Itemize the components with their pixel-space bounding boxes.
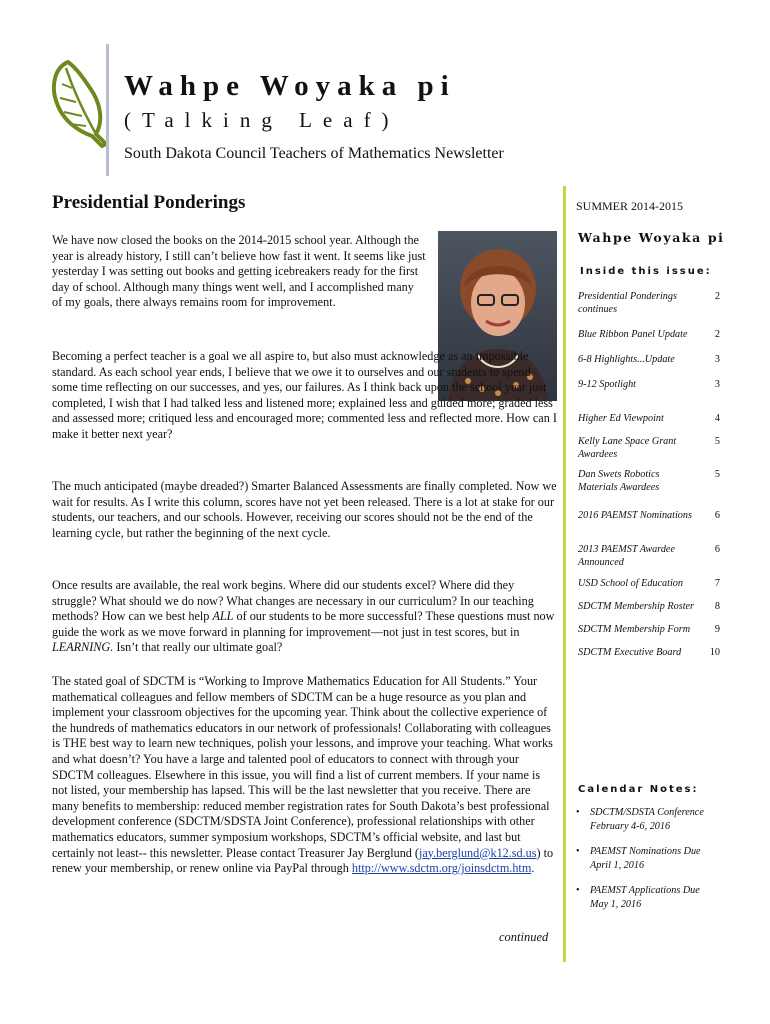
text-run: Once results are available, the real work begins. Where did our students excel? Where did they struggle? What should we do now? What changes are necessary in our curriculum? In our teaching methods? How can we best help xyxy=(52,578,534,624)
toc-item[interactable] xyxy=(578,646,720,659)
article-paragraph xyxy=(52,233,426,311)
toc-item[interactable] xyxy=(578,353,720,366)
treasurer-email-link[interactable]: jay.berglund@k12.sd.us xyxy=(419,845,537,860)
emphasis-learning: LEARNING. xyxy=(52,640,114,655)
toc-label: 9-12 Spotlight xyxy=(578,379,637,390)
toc-label: USD School of Education xyxy=(578,578,683,589)
article-paragraph xyxy=(52,674,557,877)
inside-issue-header: Inside this issue: xyxy=(580,266,712,277)
masthead-rule xyxy=(106,44,109,176)
calendar-date: February 4-6, 2016 xyxy=(590,821,671,832)
text-run: Isn’t that really our ultimate goal? xyxy=(113,640,283,655)
toc-item[interactable] xyxy=(578,290,720,316)
calendar-event: SDCTM/SDSTA Conference xyxy=(590,807,704,818)
calendar-list xyxy=(576,806,726,923)
toc-item[interactable] xyxy=(578,378,720,391)
article-headline: Presidential Ponderings xyxy=(52,192,246,213)
calendar-event: PAEMST Applications Due xyxy=(590,885,700,896)
calendar-date: April 1, 2016 xyxy=(590,860,645,871)
toc-label: Presidential Ponderings continues xyxy=(578,291,677,315)
calendar-item xyxy=(576,845,726,873)
toc-page: 2 xyxy=(714,291,720,302)
toc-item[interactable] xyxy=(578,328,720,341)
paragraph-text: Becoming a perfect teacher is a goal we all aspire to, but also must acknowledge as an impossible standard. As each school year ends, I believe that we owe it to ourselves and our students to spend some time reflecting on our successes, and yes, our failures. As I think back upon the school year just completed, I wish that I had talked less and listened more; explained less and guided more; graded less and assessed more; critiqued less and encouraged more; commented less and reflected more. How can I make it better next year? xyxy=(52,349,557,441)
toc-page: 10 xyxy=(709,647,720,658)
paragraph-text: We have now closed the books on the 2014-2015 school year. Although the year is already history, I still can’t believe how fast it went. It seems like just yesterday I was setting out books and getting icebreakers ready for the first day of school. Although many things went well, and I accomplished many of my goals, there always remains room for improvement. xyxy=(52,233,426,310)
toc-label: Blue Ribbon Panel Update xyxy=(578,329,688,340)
leaf-icon xyxy=(48,54,112,154)
calendar-notes-header: Calendar Notes: xyxy=(578,784,699,795)
issue-season: SUMMER 2014-2015 xyxy=(576,199,684,213)
paypal-join-link[interactable]: http://www.sdctm.org/joinsdctm.htm xyxy=(351,861,532,876)
toc-page: 4 xyxy=(714,413,720,424)
toc-label: SDCTM Executive Board xyxy=(578,647,682,658)
calendar-item xyxy=(576,884,726,912)
toc-page: 5 xyxy=(714,469,720,480)
text-run: The stated goal of SDCTM is “Working to Improve Mathematics Education for All Students.” Your mathematical colleagues and fellow members of SDCTM can be a huge resource as you plan and implement your classroom objectives for the upcoming year. Think about the collective experience of the hundreds of mathematics educators in our network of professionals! Collaborating with colleagues is THE best way to learn new techniques, polish your lessons, and improve your teaching. What works and what doesn’t? You have a large and talented pool of educators to connect with through your SDCTM colleagues. Elsewhere in this issue, you will find a list of current members. If your name is not listed, your membership has lapsed. This will be the last newsletter that you receive. There are many benefits to membership: reduced member registration rates for South Dakota’s best professional development conference (SDCTM/SDSTA Joint Conference), professional relationships with other mathematics educators, summer symposium workshops, SDCTM’s official website, and last but certainly not least-- this newsletter. Please contact Treasurer Jay Berglund ( xyxy=(52,674,553,860)
paragraph-text xyxy=(52,578,557,656)
toc-page: 9 xyxy=(714,624,720,635)
toc-item[interactable] xyxy=(578,468,720,494)
text-run: of our students to be more successful? These questions must now guide the work as we move forward in planning for improvement—not just in test scores, but in xyxy=(52,609,555,639)
toc-page: 7 xyxy=(714,578,720,589)
toc-label: Higher Ed Viewpoint xyxy=(578,413,664,424)
toc-label: SDCTM Membership Roster xyxy=(578,601,695,612)
toc-label: SDCTM Membership Form xyxy=(578,624,691,635)
toc-page: 2 xyxy=(714,329,720,340)
article-paragraph xyxy=(52,479,557,541)
toc-item[interactable] xyxy=(578,412,720,425)
sidebar-rule xyxy=(563,186,566,962)
toc-item[interactable] xyxy=(578,600,720,613)
toc-item[interactable] xyxy=(578,543,720,569)
newsletter-title: Wahpe Woyaka pi xyxy=(124,70,456,102)
paragraph-text xyxy=(52,674,557,877)
toc-label: 2016 PAEMST Nominations xyxy=(578,510,692,521)
calendar-event: PAEMST Nominations Due xyxy=(590,846,701,857)
calendar-date: May 1, 2016 xyxy=(590,899,642,910)
article-paragraph xyxy=(52,349,557,443)
article-paragraph xyxy=(52,578,557,656)
emphasis-all: ALL xyxy=(212,609,234,624)
toc-label: Dan Swets Robotics Materials Awardees xyxy=(578,469,660,493)
text-run: ) to renew your membership, or renew online via PayPal through xyxy=(52,845,554,876)
toc-page: 5 xyxy=(714,436,720,447)
toc-page: 6 xyxy=(714,544,720,555)
toc-item[interactable] xyxy=(578,623,720,636)
toc-page: 3 xyxy=(714,379,720,390)
newsletter-tagline: South Dakota Council Teachers of Mathematics Newsletter xyxy=(124,145,504,162)
toc-label: 6-8 Highlights...Update xyxy=(578,354,675,365)
continued-label: continued xyxy=(499,930,549,944)
toc-page: 8 xyxy=(714,601,720,612)
newsletter-subtitle: (Talking Leaf) xyxy=(124,108,400,132)
toc-label: 2013 PAEMST Awardee Announced xyxy=(578,544,675,568)
paragraph-text: The much anticipated (maybe dreaded?) Smarter Balanced Assessments are finally completed. Now we wait for results. As I write this column, scores have not yet been released. There is a lot at stake for our students, our teachers, and our schools. However, receiving our scores should not be the end of the learning cycle, but rather the beginning of the next cycle. xyxy=(52,479,557,540)
toc-label: Kelly Lane Space Grant Awardees xyxy=(578,436,677,460)
toc-page: 3 xyxy=(714,354,720,365)
toc-item[interactable] xyxy=(578,509,720,522)
text-run: . xyxy=(531,861,535,876)
toc-item[interactable] xyxy=(578,435,720,461)
toc-page: 6 xyxy=(714,510,720,521)
toc-item[interactable] xyxy=(578,577,720,590)
calendar-item xyxy=(576,806,726,834)
sidebar-title: Wahpe Woyaka pi xyxy=(578,230,725,245)
